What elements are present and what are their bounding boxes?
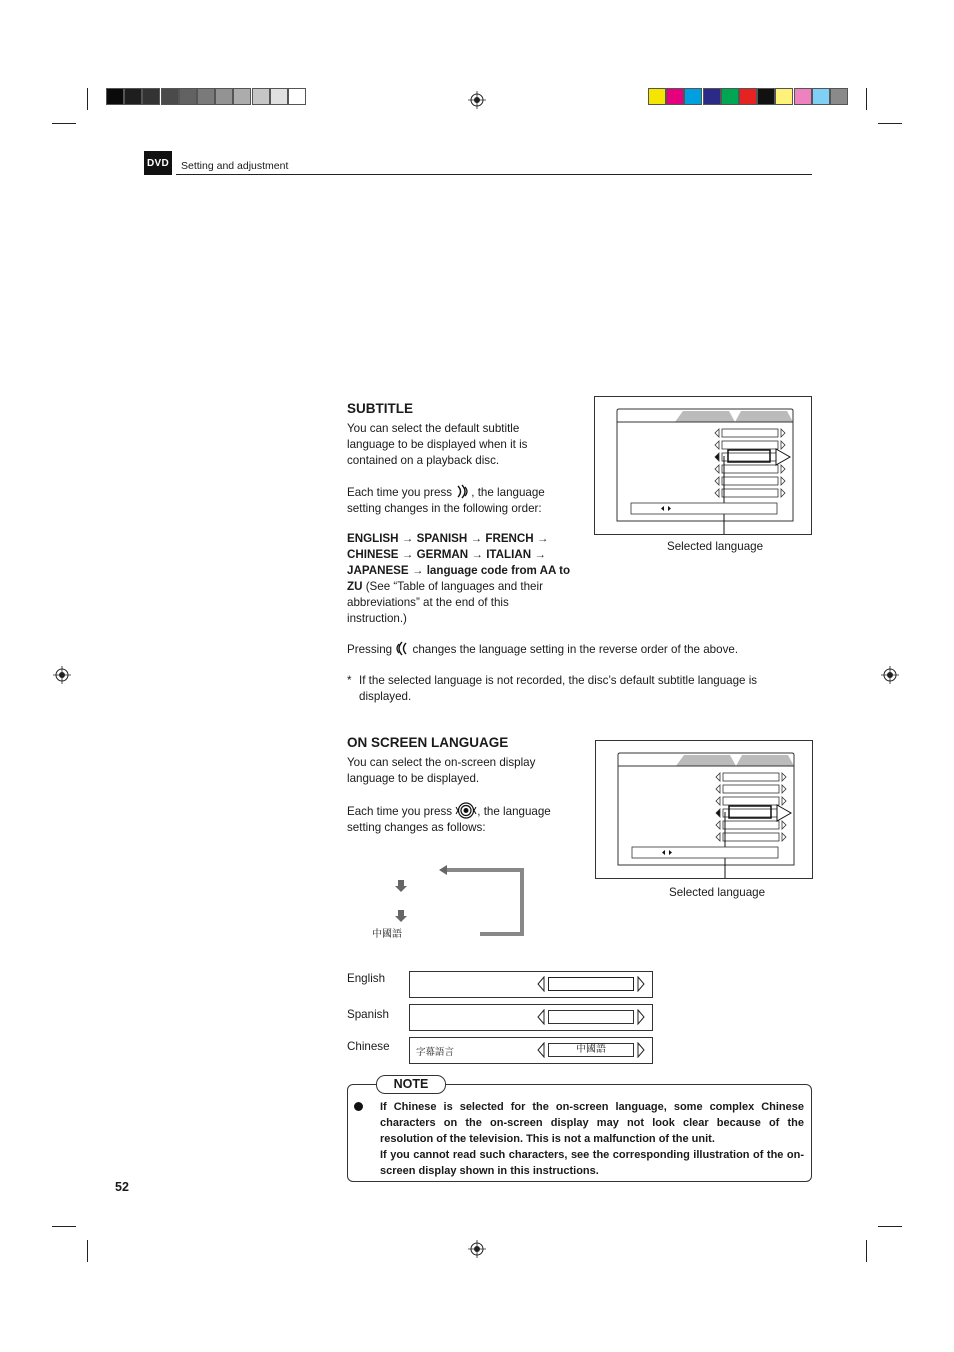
text-line: language to be displayed when it is [347,438,528,451]
osl-intro: You can select the on-screen display language to be displayed. [347,756,536,785]
registration-target-icon [53,666,71,684]
color-swatch [721,88,739,105]
cycle-chinese-label: 中國語 [372,929,402,940]
color-swatch [794,88,812,105]
down-arrow-icon [395,880,407,892]
left-arrow-icon [536,1009,546,1025]
gray-swatch [252,88,270,105]
subtitle-heading: SUBTITLE [347,401,413,416]
gray-swatch [161,88,179,105]
osd-field [722,477,778,485]
gray-swatch [124,88,142,105]
crop-mark [52,1226,76,1227]
color-swatch [775,88,793,105]
crop-mark [878,123,902,124]
reverse-skip-icon [395,641,409,656]
right-arrow-icon [636,1042,646,1058]
example-field [548,977,634,991]
example-field: 中國語 [548,1043,634,1057]
gray-swatch [106,88,124,105]
osd-field [722,465,778,473]
osd-tab [676,755,736,766]
left-arrow-icon [536,976,546,992]
gray-swatch [142,88,160,105]
osd-field [722,489,778,497]
subtitle-order: ENGLISH → SPANISH → FRENCH → CHINESE → GERMAN → ITALIAN → JAPANESE → language code from AA to ZU (See “Table of languages and their abbreviations” at the end of this instruction.) [347,532,571,625]
osl-osd-caption: Selected language [669,886,766,899]
crop-mark [87,1240,88,1262]
osd-field [723,773,779,781]
crop-mark [866,88,867,110]
color-swatch [812,88,830,105]
example-label-spanish: Spanish [347,1008,389,1021]
subtitle-reverse: Pressing changes the language setting in the reverse order of the above. [347,643,739,656]
text-line: contained on a playback disc. [347,454,500,467]
osd-tab [736,755,794,766]
example-label-chinese: Chinese [347,1040,390,1053]
example-bar-chinese [409,1037,653,1064]
bullet-icon [354,1102,363,1111]
gray-swatch [215,88,233,105]
subtitle-footnote: * If the selected language is not recorded, the disc’s default subtitle language is displayed. [347,674,758,703]
note-text: If Chinese is selected for the on-screen language, some complex Chinese characters on the on-screen display may not look clear because of the resolution of the television. This is not a malfunction of the unit. If you cannot read such characters, see the corresponding illustration of the on-screen display shown in this instructions. [380,1101,804,1177]
osd-field [722,429,778,437]
osd-diagram [595,397,811,534]
crop-mark [866,1240,867,1262]
down-arrow-icon [395,910,407,922]
osl-heading: ON SCREEN LANGUAGE [347,735,509,750]
osd-status-bar [631,503,777,514]
example-label-english: English [347,972,386,985]
osd-diagram [596,741,812,878]
gray-swatch [197,88,215,105]
subtitle-intro [347,421,527,469]
subtitle-each-time: Each time you press , the language setting changes in the following order: [347,486,545,515]
registration-target-icon [468,91,486,109]
color-swatch [703,88,721,105]
gray-swatch [233,88,251,105]
color-swatch [648,88,666,105]
gray-swatch [179,88,197,105]
right-arrow-icon [636,976,646,992]
gray-swatch [270,88,288,105]
osd-field [723,797,779,805]
right-arrow-icon [636,1009,646,1025]
color-swatch [757,88,775,105]
page-number: 52 [115,1180,129,1194]
example-bar-english [409,971,653,998]
crop-mark [52,123,76,124]
example-bar-spanish [409,1004,653,1031]
forward-skip-icon [455,484,471,499]
section-title: Setting and adjustment [181,160,289,172]
left-arrow-icon [536,1042,546,1058]
crop-mark [878,1226,902,1227]
osd-field [723,833,779,841]
osd-field [722,441,778,449]
registration-target-icon [881,666,899,684]
osd-tab [675,411,735,422]
gray-swatch [288,88,306,105]
color-swatch [666,88,684,105]
subtitle-osd-caption: Selected language [667,540,764,553]
note-tag: NOTE [376,1075,446,1094]
color-swatch [830,88,848,105]
crop-mark [87,88,88,110]
color-swatch [684,88,702,105]
osl-osd-screen [595,740,813,879]
example-field [548,1010,634,1024]
dvd-badge: DVD [144,151,172,175]
osd-status-bar [632,847,778,858]
header-rule [176,174,812,175]
dial-knob-icon [455,802,477,819]
osd-field [723,821,779,829]
registration-target-icon [468,1240,486,1258]
text-line: You can select the default subtitle [347,422,520,435]
subtitle-osd-screen [594,396,812,535]
example-left-text: 字幕語言 [416,1047,455,1058]
osl-each-time: Each time you press , the language setting changes as follows: [347,802,551,836]
color-swatch [739,88,757,105]
osd-tab [735,411,793,422]
osd-field [723,785,779,793]
